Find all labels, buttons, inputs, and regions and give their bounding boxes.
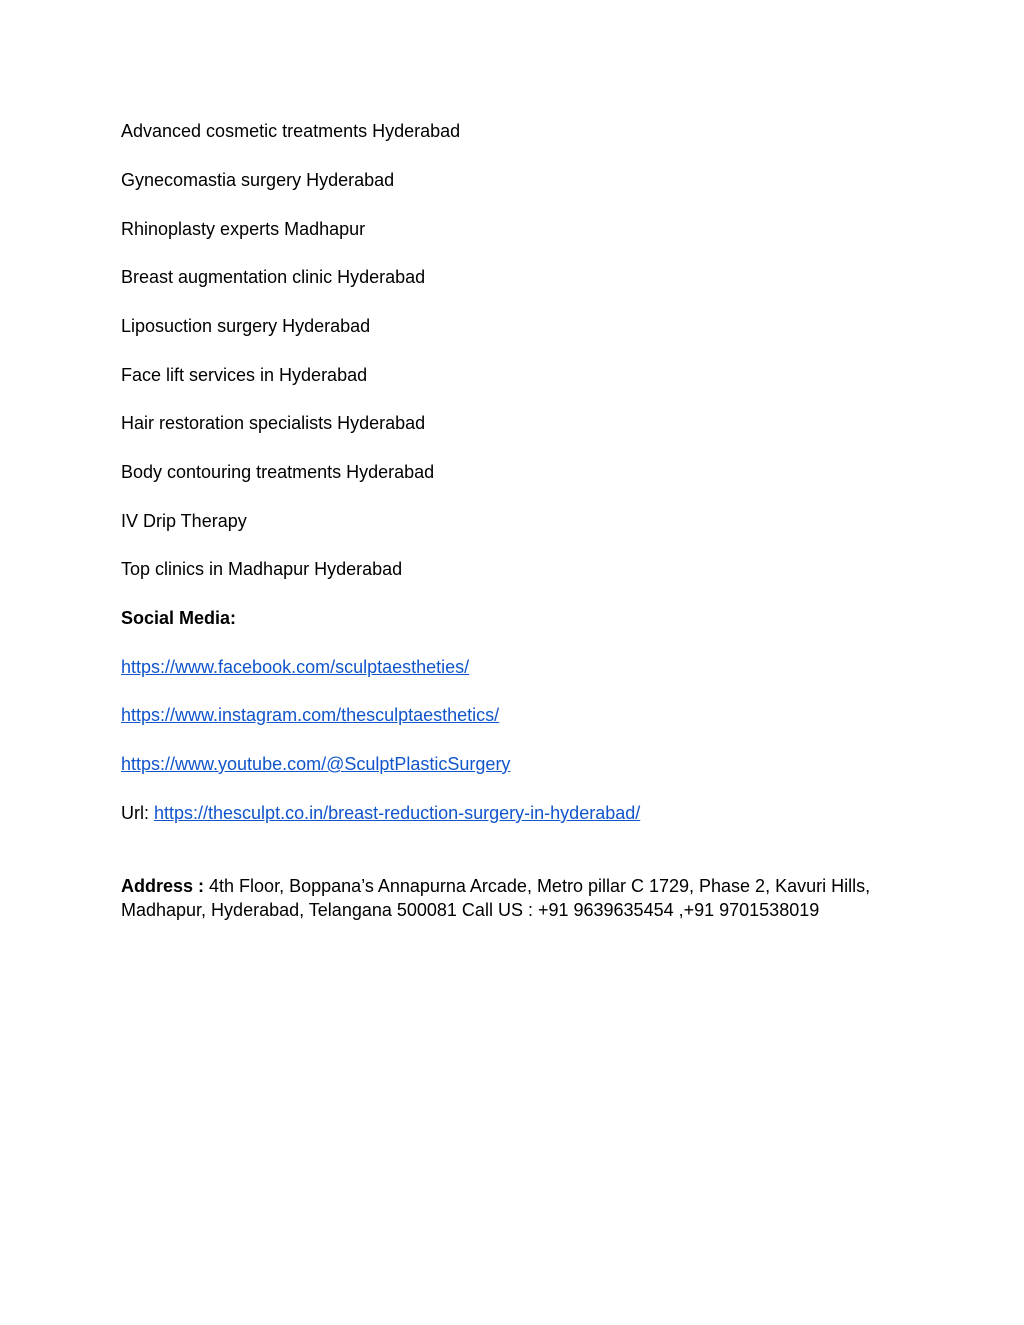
address-label: Address :	[121, 876, 210, 896]
instagram-link[interactable]: https://www.instagram.com/thesculptaesthetics/	[121, 705, 500, 725]
keyword-item: Liposuction surgery Hyderabad	[121, 316, 371, 336]
social-media-heading: Social Media:	[121, 608, 237, 628]
youtube-link[interactable]: https://www.youtube.com/@SculptPlasticSurgery	[121, 754, 511, 774]
social-link-row	[121, 752, 510, 776]
keyword-item: IV Drip Therapy	[121, 511, 247, 531]
url-row	[121, 801, 640, 825]
keyword-item: Body contouring treatments Hyderabad	[121, 462, 435, 482]
keyword-item: Advanced cosmetic treatments Hyderabad	[121, 121, 461, 141]
keyword-item: Top clinics in Madhapur Hyderabad	[121, 559, 403, 579]
keyword-item: Breast augmentation clinic Hyderabad	[121, 267, 426, 287]
url-link[interactable]: https://thesculpt.co.in/breast-reduction-surgery-in-hyderabad/	[154, 803, 641, 823]
url-label: Url:	[121, 803, 154, 823]
keyword-item: Gynecomastia surgery Hyderabad	[121, 170, 395, 190]
keyword-item: Hair restoration specialists Hyderabad	[121, 413, 426, 433]
social-link-row	[121, 655, 469, 679]
keyword-item: Rhinoplasty experts Madhapur	[121, 219, 366, 239]
social-link-row	[121, 703, 499, 727]
facebook-link[interactable]: https://www.facebook.com/sculptaestheties/	[121, 657, 470, 677]
keyword-item: Face lift services in Hyderabad	[121, 365, 368, 385]
address-block	[121, 874, 901, 922]
address-text: 4th Floor, Boppana’s Annapurna Arcade, Metro pillar C 1729, Phase 2, Kavuri Hills, Madhapur, Hyderabad, Telangana 500081 Call US : +91 9639635454 ,+91 9701538019	[121, 876, 871, 920]
